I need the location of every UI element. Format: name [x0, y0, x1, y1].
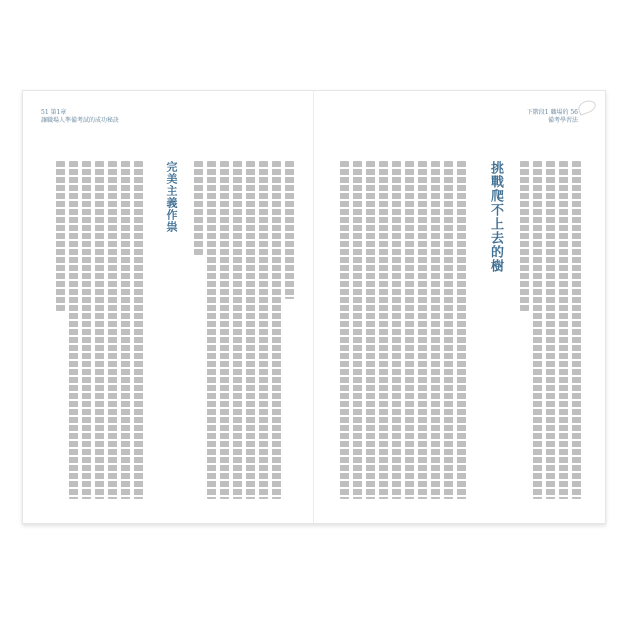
section-heading-perfectionism: 完美主義作祟: [165, 161, 178, 233]
right-page: [314, 91, 604, 523]
text-column: [392, 161, 401, 499]
book-spread: [22, 90, 606, 524]
text-column: [379, 161, 388, 499]
text-column: [56, 161, 65, 311]
right-running-head-line-2: 備考學習法: [547, 117, 578, 124]
text-column: [340, 161, 349, 499]
text-column: [69, 161, 78, 499]
text-column: [82, 161, 91, 499]
text-column: [134, 161, 143, 499]
left-running-head-line-2: 讓職場人準備考試的成功秘訣: [41, 117, 120, 124]
text-column: [533, 161, 542, 499]
text-column: [207, 161, 216, 499]
text-column: [353, 161, 362, 499]
text-column: [108, 161, 117, 499]
text-column: [457, 161, 466, 499]
right-running-head-line-1: 下階段1 職場的 56: [526, 109, 578, 116]
text-column: [444, 161, 453, 499]
text-column: [431, 161, 440, 499]
text-column: [572, 161, 581, 499]
text-column: [220, 161, 229, 499]
text-column: [520, 161, 529, 311]
left-page: [23, 91, 314, 523]
left-running-head-line-1: 51 第1章: [41, 109, 67, 116]
text-column: [366, 161, 375, 499]
text-column: [233, 161, 242, 499]
left-running-head: [41, 109, 119, 125]
leaf-ornament-icon: [576, 98, 597, 115]
text-column: [418, 161, 427, 499]
text-column: [121, 161, 130, 499]
text-column: [405, 161, 414, 499]
section-heading-climbing-tree: 挑戰爬不上去的樹: [488, 161, 503, 273]
text-column: [559, 161, 568, 499]
text-column: [194, 161, 203, 255]
text-column: [272, 161, 281, 499]
right-running-head: [527, 109, 578, 125]
text-column: [95, 161, 104, 499]
text-column: [546, 161, 555, 499]
text-column: [246, 161, 255, 499]
text-column: [259, 161, 268, 499]
text-column: [285, 161, 294, 299]
